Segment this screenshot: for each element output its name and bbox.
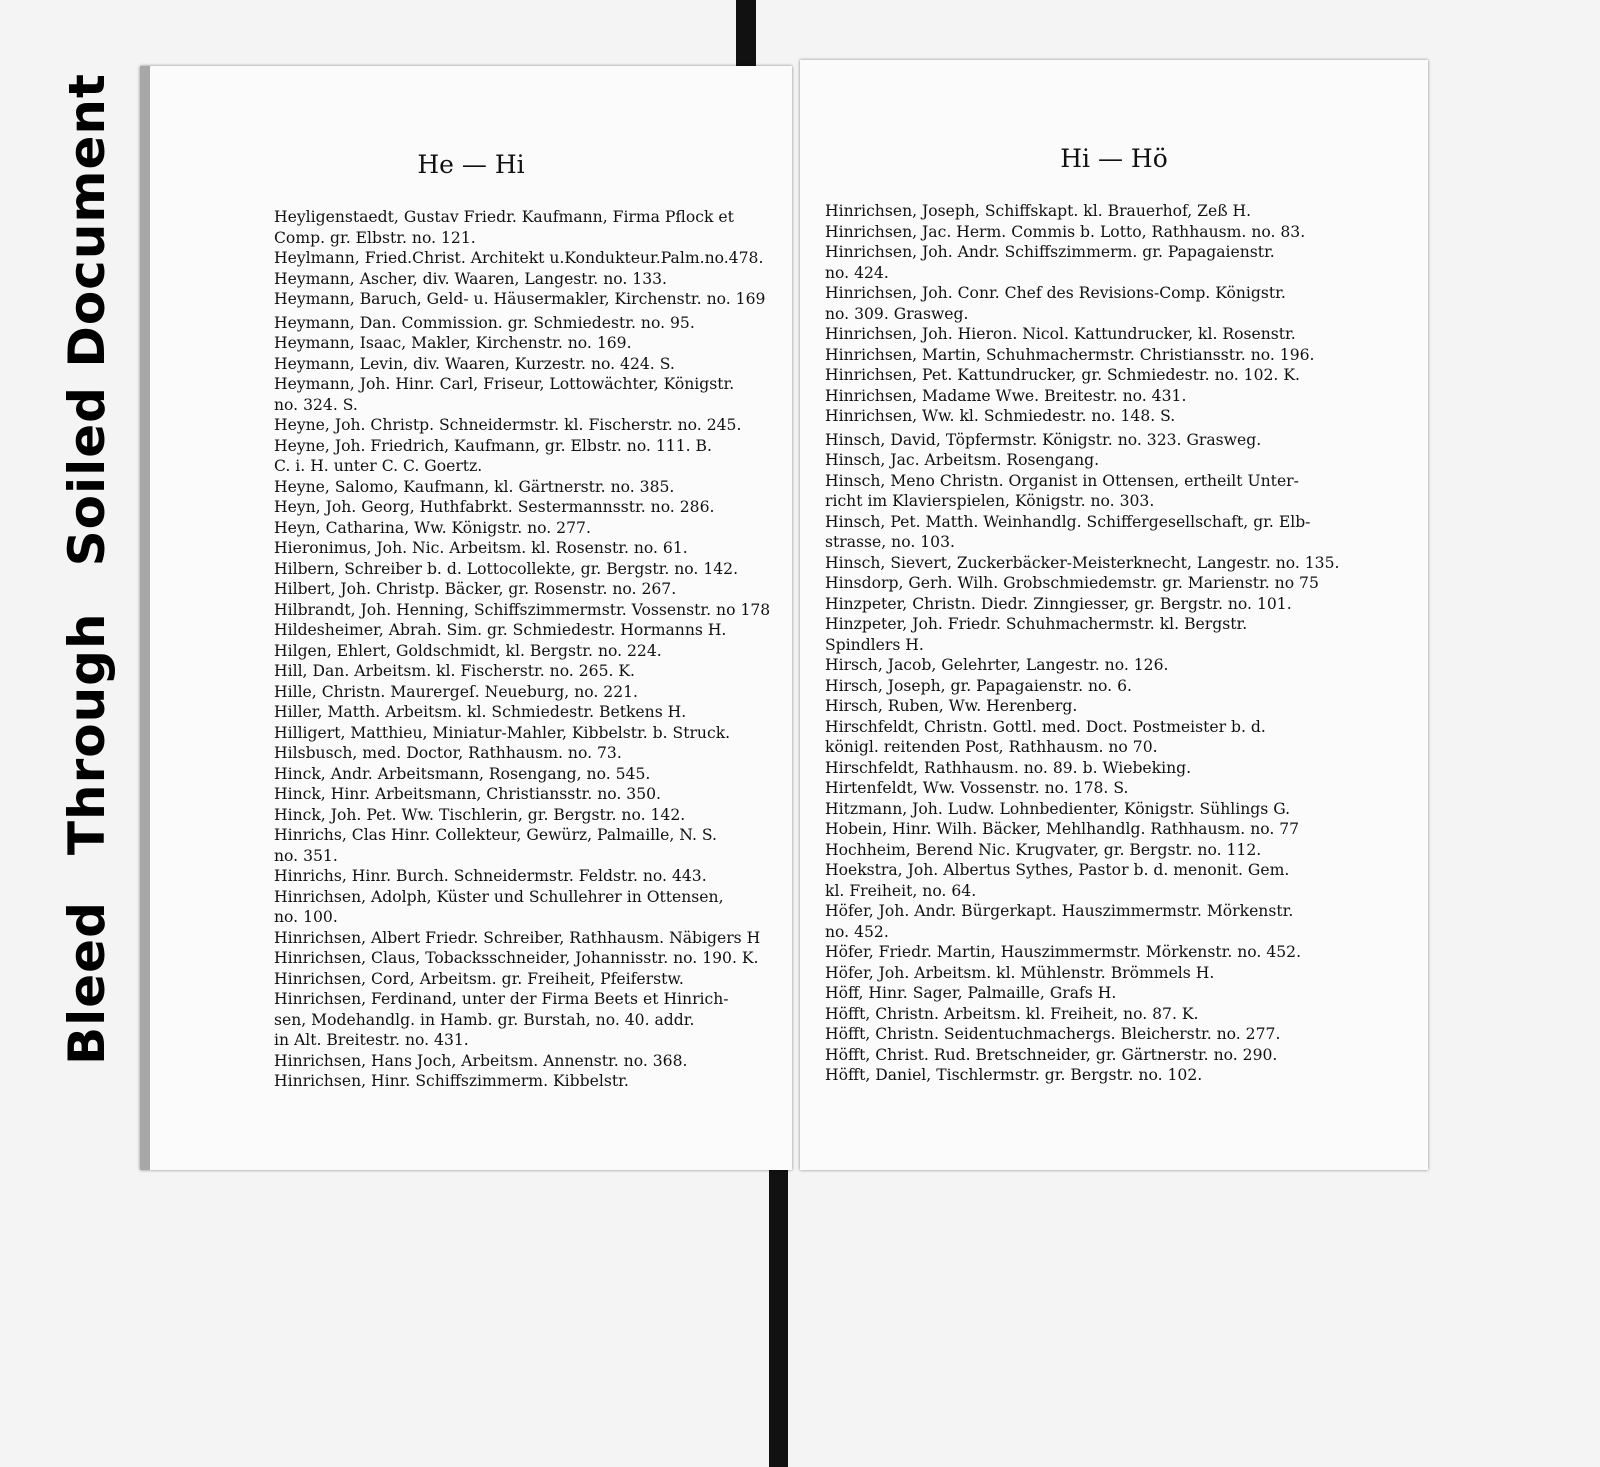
directory-entry-line: Hille, Christn. Maurergeſ. Neueburg, no. 221.: [274, 682, 638, 701]
directory-entry-line: Hinrichsen, Madame Wwe. Breitestr. no. 431.: [825, 386, 1187, 405]
directory-entry-line: kl. Freiheit, no. 64.: [825, 881, 977, 900]
directory-entry-line: Hinrichsen, Claus, Tobacksschneider, Johannisstr. no. 190. K.: [274, 949, 759, 967]
directory-entry-line: Hieronimus, Joh. Nic. Arbeitsm. kl. Rosenstr. no. 61.: [274, 539, 688, 557]
directory-entry-line: Heymann, Ascher, div. Waaren, Langestr. no. 133.: [274, 269, 668, 288]
directory-entry-line: in Alt. Breitestr. no. 431.: [274, 1031, 469, 1049]
directory-entry-line: Hinrichsen, Joh. Conr. Chef des Revisions-Comp. Königstr.: [825, 284, 1286, 302]
binding-strip-bottom: [769, 1170, 788, 1467]
directory-entry-line: Hinsch, Sievert, Zuckerbäcker-Meisterknecht, Langestr. no. 135.: [825, 553, 1340, 572]
directory-entry-line: Hinsdorp, Gerh. Wilh. Grobschmiedemstr. gr. Marienstr. no 75: [825, 574, 1319, 592]
directory-entry-line: no. 100.: [274, 908, 338, 926]
directory-entry-line: Hirtenfeldt, Ww. Vossenstr. no. 178. S.: [825, 779, 1129, 797]
binding-strip-top: [736, 0, 756, 76]
directory-entry-line: Hinrichs, Hinr. Burch. Schneidermstr. Feldstr. no. 443.: [274, 867, 707, 885]
directory-entry-line: Hinrichsen, Hinr. Schiffszimmerm. Kibbelstr.: [274, 1072, 629, 1090]
directory-entry-line: Hinzpeter, Joh. Friedr. Schuhmachermstr. kl. Bergstr.: [825, 615, 1248, 633]
directory-entry-line: Hinck, Joh. Pet. Ww. Tischlerin, gr. Bergstr. no. 142.: [274, 805, 686, 824]
directory-entry-line: Hinck, Andr. Arbeitsmann, Rosengang, no. 545.: [274, 764, 651, 783]
directory-entry-line: sen, Modehandlg. in Hamb. gr. Burstah, no. 40. addr.: [274, 1010, 695, 1029]
directory-entry-line: Hinsch, David, Töpfermstr. Königstr. no. 323. Grasweg.: [825, 430, 1262, 449]
directory-entry-line: no. 452.: [825, 922, 889, 941]
right-entry-list: [825, 201, 1339, 1086]
directory-entry-line: Heymann, Dan. Commission. gr. Schmiedestr. no. 95.: [274, 313, 695, 332]
directory-entry-line: Hildesheimer, Abrah. Sim. gr. Schmiedestr. Hormanns H.: [274, 621, 727, 639]
directory-entry-line: Hitzmann, Joh. Ludw. Lohnbedienter, Königstr. Sühlings G.: [825, 799, 1291, 818]
left-entry-list: [274, 207, 770, 1092]
left-page-header: He — Hi: [417, 150, 525, 179]
directory-entry-line: Spindlers H.: [825, 635, 924, 654]
directory-entry-line: Hilligert, Matthieu, Miniatur-Mahler, Kibbelstr. b. Struck.: [274, 723, 731, 742]
directory-entry-line: no. 424.: [825, 263, 889, 282]
side-label-word-1: Bleed: [58, 901, 116, 1065]
directory-entry-line: Hinsch, Pet. Matth. Weinhandlg. Schiffergesellschaft, gr. Elb-: [825, 512, 1311, 531]
directory-entry-line: Hilbern, Schreiber b. d. Lottocollekte, gr. Bergstr. no. 142.: [274, 559, 739, 578]
directory-entry-line: Heyn, Catharina, Ww. Königstr. no. 277.: [274, 518, 591, 537]
directory-entry-line: Höfft, Christn. Arbeitsm. kl. Freiheit, no. 87. K.: [825, 1004, 1199, 1023]
directory-entry-line: Hinrichsen, Cord, Arbeitsm. gr. Freiheit, Pfeiferstw.: [274, 969, 684, 988]
directory-entry-line: Heylmann, Fried.Christ. Architekt u.Kondukteur.Palm.no.478.: [274, 249, 764, 267]
directory-entry-line: Hilsbusch, med. Doctor, Rathhausm. no. 73.: [274, 744, 622, 762]
directory-entry-line: Heymann, Isaac, Makler, Kirchenstr. no. 169.: [274, 334, 632, 352]
directory-entry-line: Höfft, Christ. Rud. Bretschneider, gr. Gärtnerstr. no. 290.: [825, 1045, 1278, 1064]
directory-entry-line: Heyn, Joh. Georg, Huthfabrkt. Sestermannsstr. no. 286.: [274, 498, 715, 516]
directory-entry-line: Höfer, Friedr. Martin, Hauszimmermstr. Mörkenstr. no. 452.: [825, 943, 1302, 961]
directory-entry-line: Hiller, Matth. Arbeitsm. kl. Schmiedestr. Betkens H.: [274, 703, 687, 721]
directory-entry-line: Hinzpeter, Christn. Diedr. Zinngiesser, gr. Bergstr. no. 101.: [825, 594, 1292, 613]
directory-entry-line: richt im Klavierspielen, Königstr. no. 303.: [825, 492, 1155, 510]
directory-entry-line: Hirschfeldt, Rathhausm. no. 89. b. Wiebeking.: [825, 758, 1192, 777]
side-label-word-3: Soiled Document: [58, 73, 116, 567]
directory-entry-line: Hinrichsen, Albert Friedr. Schreiber, Rathhausm. Näbigers H: [274, 928, 761, 947]
directory-entry-line: Hinsch, Jac. Arbeitsm. Rosengang.: [825, 451, 1100, 469]
right-page-header: Hi — Hö: [1060, 144, 1168, 173]
left-page: [140, 66, 792, 1170]
directory-entry-line: Hinsch, Meno Christn. Organist in Ottensen, ertheilt Unter-: [825, 471, 1299, 490]
directory-entry-line: Heyne, Joh. Friedrich, Kaufmann, gr. Elbstr. no. 111. B.: [274, 436, 712, 455]
directory-entry-line: Hilgen, Ehlert, Goldschmidt, kl. Bergstr. no. 224.: [274, 641, 662, 660]
directory-entry-line: Heyne, Salomo, Kaufmann, kl. Gärtnerstr. no. 385.: [274, 477, 675, 496]
directory-entry-line: Höff, Hinr. Sager, Palmaille, Grafs H.: [825, 984, 1117, 1002]
directory-entry-line: Hoekstra, Joh. Albertus Sythes, Pastor b. d. menonit. Gem.: [825, 861, 1290, 879]
directory-entry-line: Hirsch, Ruben, Ww. Herenberg.: [825, 697, 1078, 715]
directory-entry-line: C. i. H. unter C. C. Goertz.: [274, 457, 483, 475]
directory-entry-line: Hinrichsen, Pet. Kattundrucker, gr. Schmiedestr. no. 102. K.: [825, 366, 1300, 384]
directory-entry-line: Hinrichsen, Joseph, Schiffskapt. kl. Brauerhof, Zeß H.: [825, 202, 1252, 220]
directory-entry-line: Hinrichsen, Hans Joch, Arbeitsm. Annenstr. no. 368.: [274, 1051, 688, 1070]
directory-entry-line: Heymann, Joh. Hinr. Carl, Friseur, Lottowächter, Königstr.: [274, 375, 735, 393]
directory-entry-line: Hirsch, Joseph, gr. Papagaienstr. no. 6.: [825, 676, 1132, 695]
directory-entry-line: Hinck, Hinr. Arbeitsmann, Christiansstr. no. 350.: [274, 785, 662, 803]
side-label-word-2: Through: [58, 612, 116, 856]
directory-entry-line: Hill, Dan. Arbeitsm. kl. Fischerstr. no. 265. K.: [274, 662, 636, 680]
directory-entry-line: Hinrichsen, Adolph, Küster und Schullehrer in Ottensen,: [274, 887, 724, 906]
directory-entry-line: Comp. gr. Elbstr. no. 121.: [274, 228, 476, 247]
directory-entry-line: Hinrichsen, Ferdinand, unter der Firma Beets et Hinrich-: [274, 990, 729, 1008]
directory-entry-line: Heymann, Baruch, Geld- u. Häusermakler, Kirchenstr. no. 169: [274, 290, 766, 308]
directory-entry-line: Hinrichsen, Martin, Schuhmachermstr. Christiansstr. no. 196.: [825, 345, 1315, 364]
directory-entry-line: strasse, no. 103.: [825, 533, 955, 551]
directory-entry-line: Hinrichs, Clas Hinr. Collekteur, Gewürz, Palmaille, N. S.: [274, 826, 717, 844]
directory-entry-line: königl. reitenden Post, Rathhausm. no 70.: [825, 738, 1158, 756]
directory-entry-line: Heymann, Levin, div. Waaren, Kurzestr. no. 424. S.: [274, 354, 675, 373]
directory-entry-line: Hobein, Hinr. Wilh. Bäcker, Mehlhandlg. Rathhausm. no. 77: [825, 820, 1300, 838]
directory-entry-line: Höfft, Christn. Seidentuchmachergs. Bleicherstr. no. 277.: [825, 1025, 1281, 1043]
directory-entry-line: no. 351.: [274, 846, 338, 865]
directory-entry-line: Heyligenstaedt, Gustav Friedr. Kaufmann, Firma Pflock et: [274, 208, 734, 226]
side-label: [58, 73, 116, 1065]
right-page: [800, 60, 1428, 1170]
directory-entry-line: no. 324. S.: [274, 395, 358, 414]
directory-entry-line: Hirsch, Jacob, Gelehrter, Langestr. no. 126.: [825, 656, 1169, 674]
directory-entry-line: Hinrichsen, Joh. Hieron. Nicol. Kattundrucker, kl. Rosenstr.: [825, 325, 1296, 343]
directory-entry-line: Heyne, Joh. Christp. Schneidermstr. kl. Fischerstr. no. 245.: [274, 416, 742, 434]
directory-entry-line: Hilbert, Joh. Christp. Bäcker, gr. Rosenstr. no. 267.: [274, 580, 677, 598]
directory-entry-line: Hilbrandt, Joh. Henning, Schiffszimmermstr. Vossenstr. no 178: [274, 600, 771, 619]
directory-entry-line: Höfer, Joh. Andr. Bürgerkapt. Hauszimmermstr. Mörkenstr.: [825, 902, 1294, 920]
directory-entry-line: Höfft, Daniel, Tischlermstr. gr. Bergstr. no. 102.: [825, 1066, 1203, 1084]
directory-entry-line: no. 309. Grasweg.: [825, 304, 969, 323]
directory-entry-line: Hochheim, Berend Nic. Krugvater, gr. Bergstr. no. 112.: [825, 840, 1262, 859]
directory-entry-line: Hinrichsen, Joh. Andr. Schiffszimmerm. gr. Papagaienstr.: [825, 243, 1275, 261]
directory-entry-line: Hinrichsen, Jac. Herm. Commis b. Lotto, Rathhausm. no. 83.: [825, 222, 1306, 241]
directory-entry-line: Hirschfeldt, Christn. Gottl. med. Doct. Postmeister b. d.: [825, 717, 1266, 736]
directory-entry-line: Höfer, Joh. Arbeitsm. kl. Mühlenstr. Brömmels H.: [825, 963, 1215, 982]
directory-entry-line: Hinrichsen, Ww. kl. Schmiedestr. no. 148. S.: [825, 407, 1176, 425]
